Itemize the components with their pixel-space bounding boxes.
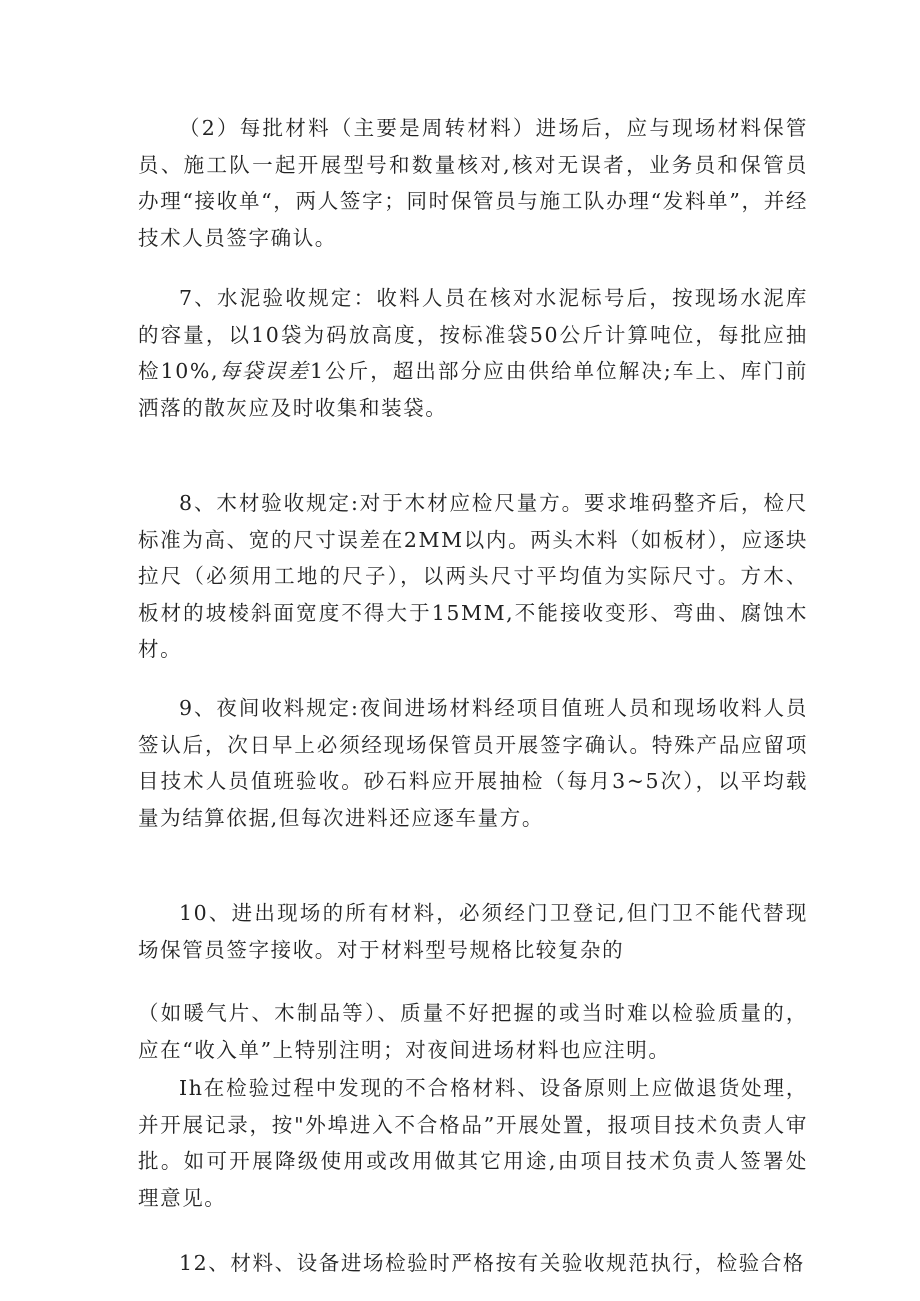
cement-text-before: 7、水泥验收规定：收料人员在核对水泥标号后，按现场水泥库的容量，以10袋为码放高度，按标准袋50公斤计算吨位，每批应抽检10%, xyxy=(138,286,808,383)
paragraph-gate-registration-continued: （如暖气片、木制品等）、质量不好把握的或当时难以检验质量的，应在“收入单”上特别注明；对夜间进场材料也应注明。 xyxy=(138,1001,808,1062)
paragraph-gate-registration: 10、进出现场的所有材料，必须经门卫登记,但门卫不能代替现场保管员签字接收。对于材料型号规格比较复杂的 xyxy=(138,901,808,962)
cement-text-after: 1公斤，超出部分应由供给单位解决;车上、库门前洒落的散灰应及时收集和装袋。 xyxy=(138,359,808,420)
paragraph-cement-acceptance xyxy=(138,280,808,426)
paragraph-timber-acceptance: 8、木材验收规定:对于木材应检尺量方。要求堆码整齐后，检尺标准为高、宽的尺寸误差在2MM以内。两头木料（如板材），应逐块拉尺（必须用工地的尺子），以两头尺寸平均值为实际尺寸。方木、板材的坡棱斜面宽度不得大于15MM,不能接收变形、弯曲、腐蚀木材。 xyxy=(138,491,808,661)
paragraph-inspection-standards: 12、材料、设备进场检验时严格按有关验收规范执行，检验合格 xyxy=(179,1251,805,1275)
paragraph-batch-material-handover: （2）每批材料（主要是周转材料）进场后，应与现场材料保管员、施工队一起开展型号和数量核对,核对无误者，业务员和保管员办理“接收单“，两人签字；同时保管员与施工队办理“发料单”，并经技术人员签字确认。 xyxy=(138,116,808,250)
paragraph-night-receiving: 9、夜间收料规定:夜间进场材料经项目值班人员和现场收料人员签认后，次日早上必须经现场保管员开展签字确认。特殊产品应留项目技术人员值班验收。砂石料应开展抽检（每月3~5次），以平均载量为结算依据,但每次进料还应逐车量方。 xyxy=(138,696,808,830)
paragraph-nonconforming-materials: Ih在检验过程中发现的不合格材料、设备原则上应做退货处理，并开展记录，按"外埠进入不合格品”开展处置，报项目技术负责人审批。如可开展降级使用或改用做其它用途,由项目技术负责人签署处理意见。 xyxy=(138,1076,808,1210)
cement-text-italic: 每袋误差 xyxy=(219,359,310,383)
